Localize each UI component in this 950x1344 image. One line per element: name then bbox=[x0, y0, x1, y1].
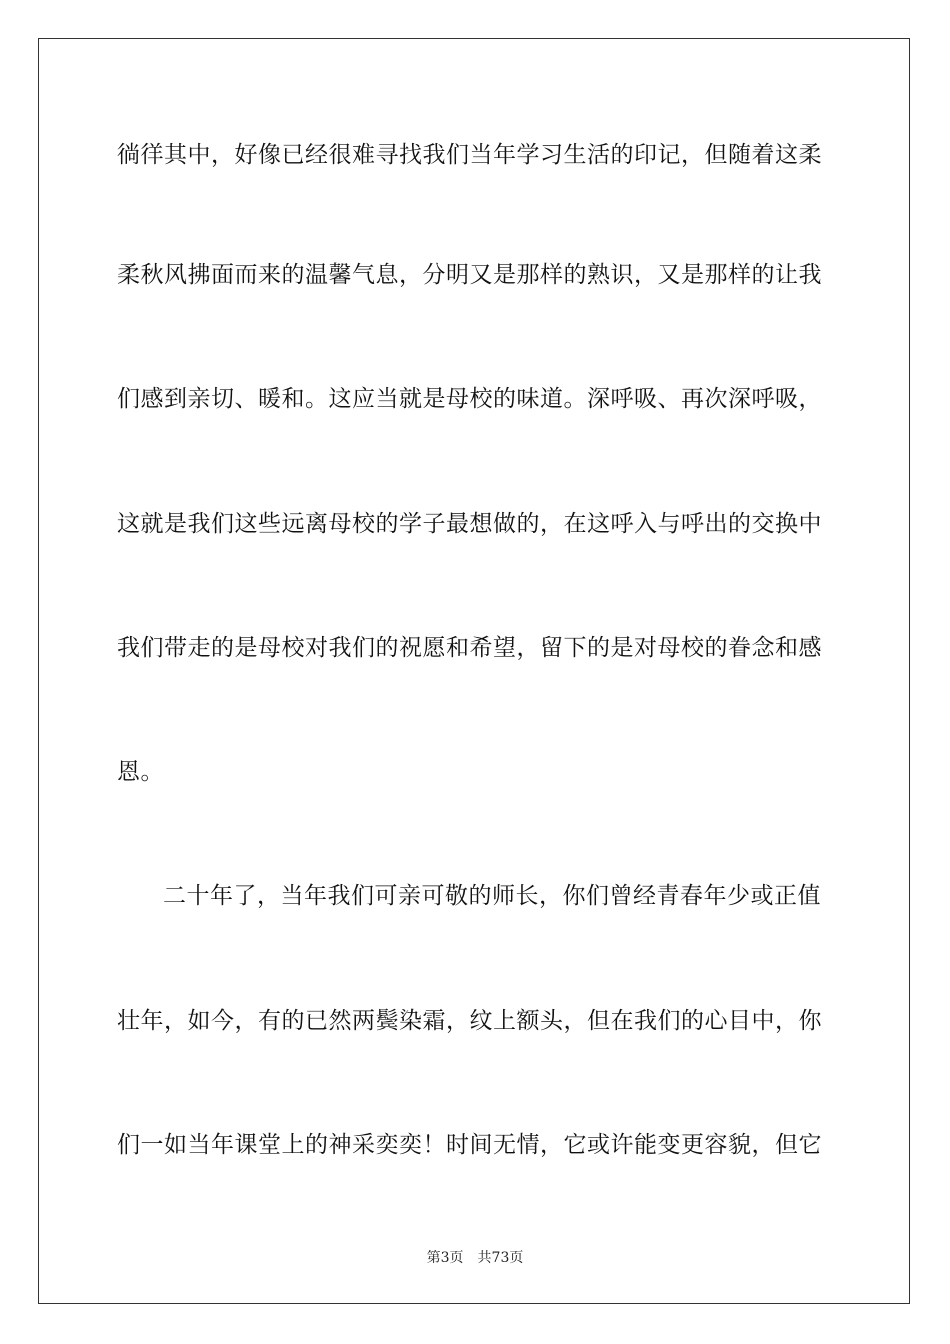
text-line: 二十年了，当年我们可亲可敬的师长，你们曾经青春年少或正值 bbox=[163, 883, 821, 909]
text-line: 徜徉其中，好像已经很难寻找我们当年学习生活的印记，但随着这柔 bbox=[117, 142, 822, 168]
page-number: 第3页 bbox=[426, 1250, 464, 1266]
text-line: 这就是我们这些远离母校的学子最想做的，在这呼入与呼出的交换中 bbox=[117, 511, 822, 537]
text-line: 们一如当年课堂上的神采奕奕！时间无情，它或许能变更容貌，但它 bbox=[117, 1132, 822, 1158]
text-line: 壮年，如今，有的已然两鬓染霜，纹上额头，但在我们的心目中，你 bbox=[117, 1008, 822, 1034]
page-footer bbox=[0, 1248, 950, 1268]
text-line: 们感到亲切、暖和。这应当就是母校的味道。深呼吸、再次深呼吸， bbox=[117, 386, 822, 412]
page-frame bbox=[38, 38, 910, 1304]
page-total: 共73页 bbox=[477, 1250, 524, 1266]
text-line: 柔秋风拂面而来的温馨气息，分明又是那样的熟识，又是那样的让我 bbox=[117, 262, 822, 288]
text-line: 恩。 bbox=[117, 759, 164, 785]
text-line: 我们带走的是母校对我们的祝愿和希望，留下的是对母校的眷念和感 bbox=[117, 635, 822, 661]
